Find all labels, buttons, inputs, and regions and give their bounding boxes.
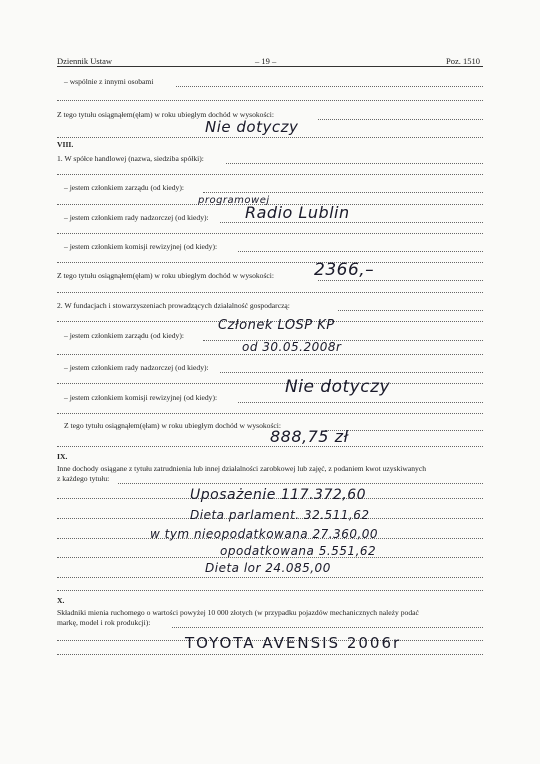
handwritten-value: Radio Lublin	[245, 203, 350, 222]
dotted-line	[238, 251, 483, 252]
dotted-line	[118, 483, 483, 484]
dotted-line	[57, 292, 483, 293]
dotted-line	[57, 354, 483, 355]
dotted-line	[220, 372, 483, 373]
field-label-zarzad: – jestem członkiem zarządu (od kiedy):	[64, 183, 184, 192]
dotted-line	[57, 654, 483, 655]
handwritten-value: TOYOTA AVENSIS 2006r	[185, 634, 402, 652]
dotted-line	[57, 262, 483, 263]
section-text: Składniki mienia ruchomego o wartości powyżej 10 000 złotych (w przypadku pojazdów mechanicznych należy podać	[57, 608, 419, 617]
handwritten-value: Nie dotyczy	[285, 377, 391, 397]
dotted-line	[318, 119, 483, 120]
section-title-ix: IX.	[57, 452, 68, 461]
page-number: – 19 –	[255, 56, 277, 66]
field-label-zarzad-2: – jestem członkiem zarządu (od kiedy):	[64, 331, 184, 340]
handwritten-value: Nie dotyczy	[205, 118, 299, 136]
dotted-line	[57, 233, 483, 234]
dotted-line	[172, 627, 483, 628]
dotted-line	[318, 280, 483, 281]
field-label-komisja: – jestem członkiem komisji rewizyjnej (od kiedy):	[64, 242, 218, 251]
question-1: 1. W spółce handlowej (nazwa, siedziba spółki):	[57, 154, 204, 163]
income-label: Z tego tytułu osiągnąłem(ęłam) w roku ubiegłym dochód w wysokości:	[64, 421, 282, 430]
field-label-komisja-2: – jestem członkiem komisji rewizyjnej (od kiedy):	[64, 393, 218, 402]
dotted-line	[226, 163, 483, 164]
handwritten-value: od 30.05.2008r	[242, 340, 342, 354]
handwritten-value: 2366,–	[314, 260, 375, 280]
dotted-line	[57, 137, 483, 138]
field-label-wspolnie: – wspólnie z innymi osobami	[64, 77, 154, 86]
dotted-line	[338, 310, 483, 311]
question-2: 2. W fundacjach i stowarzyszeniach prowadzących działalność gospodarczą:	[57, 301, 290, 310]
dotted-line	[203, 192, 483, 193]
section-title-x: X.	[57, 596, 65, 605]
handwritten-value: Dieta lor 24.085,00	[205, 561, 331, 575]
section-text: markę, model i rok produkcji):	[57, 618, 151, 627]
dotted-line	[57, 577, 483, 578]
position-number: Poz. 1510	[446, 56, 480, 66]
handwritten-value: Uposażenie 117.372,60	[190, 487, 367, 503]
section-text: Inne dochody osiągane z tytułu zatrudnienia lub innej działalności zarobkowej lub zajęć, z podaniem kwot uzyskiwanych	[57, 464, 427, 473]
handwritten-value: 888,75 zł	[270, 427, 349, 446]
income-label: Z tego tytułu osiągnąłem(ęłam) w roku ubiegłym dochód w wysokości:	[57, 110, 275, 119]
dotted-line	[57, 383, 483, 384]
header-rule	[57, 66, 483, 67]
dotted-line	[57, 446, 483, 447]
dotted-line	[57, 100, 483, 101]
handwritten-value: Dieta parlament. 32.511,62	[190, 508, 370, 522]
section-title-viii: VIII.	[57, 140, 74, 149]
dotted-line	[57, 590, 483, 591]
field-label-rada-2: – jestem członkiem rady nadzorczej (od kiedy):	[64, 363, 209, 372]
handwritten-value: opodatkowana 5.551,62	[220, 544, 377, 558]
dotted-line	[238, 402, 483, 403]
income-label: Z tego tytułu osiągnąłem(ęłam) w roku ubiegłym dochód w wysokości:	[57, 271, 275, 280]
handwritten-value: w tym nieopodatkowana 27.360,00	[150, 527, 379, 541]
dotted-line	[57, 413, 483, 414]
dotted-line	[220, 222, 483, 223]
dotted-line	[176, 86, 483, 87]
dotted-line	[57, 174, 483, 175]
field-label-rada: – jestem członkiem rady nadzorczej (od kiedy):	[64, 213, 209, 222]
handwritten-value: Członek LOSP KP	[218, 318, 335, 333]
handwritten-note: programowej	[198, 195, 270, 206]
journal-name: Dziennik Ustaw	[57, 56, 113, 66]
section-text: z każdego tytułu:	[57, 474, 110, 483]
